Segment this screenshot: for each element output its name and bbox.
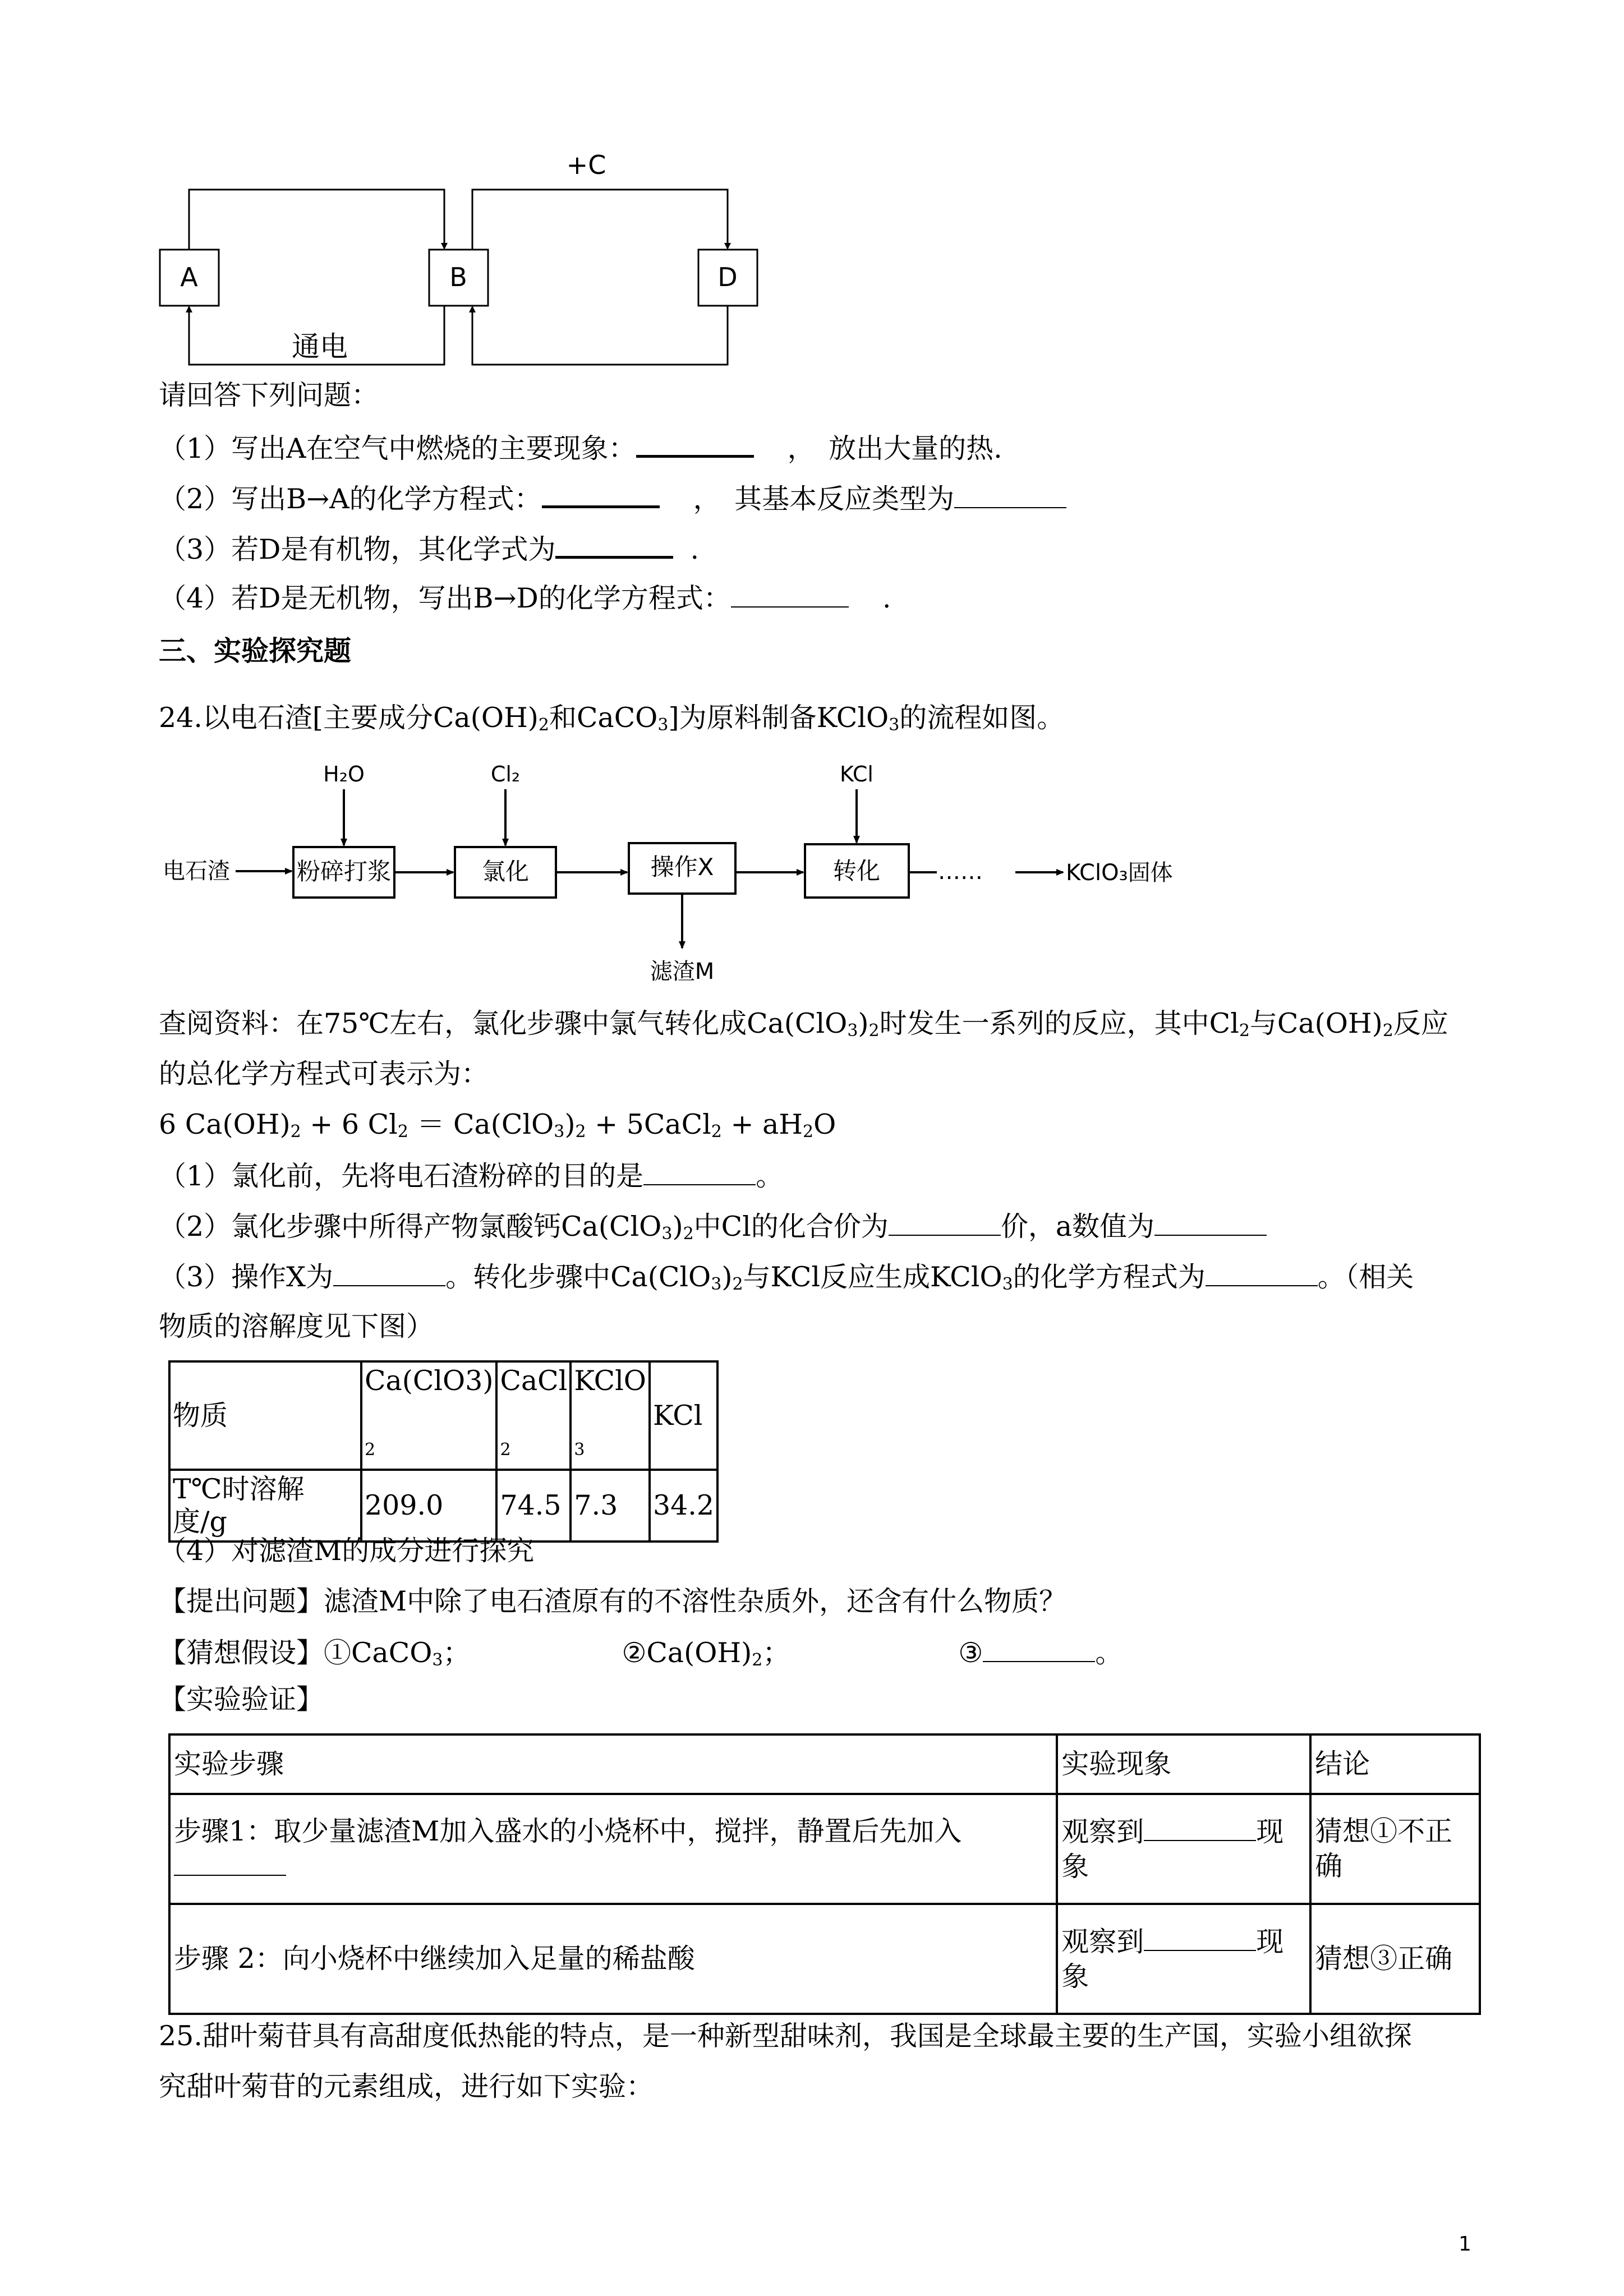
node-b-label: B	[449, 262, 467, 292]
arrow-a-to-b	[189, 190, 444, 250]
table-row	[169, 1470, 717, 1542]
process-flow-diagram	[157, 754, 1257, 990]
table-header-cell: 结论	[1310, 1734, 1480, 1794]
table-header-cell: KCl	[650, 1361, 717, 1470]
flow-step-label: 转化	[832, 857, 881, 885]
answer-blank[interactable]	[1206, 1259, 1318, 1286]
table-row	[169, 1361, 717, 1470]
section-heading: 三、实验探究题	[159, 634, 352, 667]
table-cell: 209.0	[361, 1470, 496, 1542]
q25-line1: 25.甜叶菊苷具有高甜度低热能的特点，是一种新型甜味剂，我国是全球最主要的生产国，实验小组欲探	[159, 2020, 1412, 2052]
answer-blank[interactable]	[542, 480, 660, 508]
flow-step-label: 粉碎打浆	[296, 858, 392, 885]
answer-blank[interactable]	[636, 429, 754, 458]
answer-blank[interactable]	[643, 1158, 756, 1185]
table-cell: 步骤 2：向小烧杯中继续加入足量的稀盐酸	[169, 1904, 1057, 2014]
answer-blank[interactable]	[1144, 1924, 1256, 1951]
q25-line2: 究甜叶菊苷的元素组成，进行如下实验：	[159, 2070, 654, 2102]
answer-blank[interactable]	[983, 1635, 1095, 1662]
table-cell: 观察到 现 象	[1057, 1794, 1310, 1904]
table-cell: 观察到 现 象	[1057, 1904, 1310, 2014]
answer-blank[interactable]	[889, 1209, 1001, 1236]
q24-title: 24.以电石渣[主要成分$Ca(OH)_2$和CaCO$_3$]为原料制备KClO$_3$的流程如图。	[159, 702, 1065, 735]
table-header-cell: 物质	[169, 1361, 361, 1470]
flow-dots: ……	[938, 859, 983, 885]
table-header-cell: CaCl 2	[496, 1361, 571, 1470]
answer-blank[interactable]	[1154, 1209, 1267, 1236]
solubility-table	[168, 1360, 719, 1543]
answer-blank[interactable]	[174, 1849, 286, 1876]
label-plus-c: +C	[566, 150, 606, 180]
table-row-label: T℃时溶解度/g	[169, 1470, 361, 1542]
table-cell: 猜想①不正 确	[1310, 1794, 1480, 1904]
table-cell: 猜想③正确	[1310, 1904, 1480, 2014]
experiment-table	[168, 1733, 1481, 2015]
node-d-label: D	[717, 262, 738, 292]
q23-part2: （2）写出B→A的化学方程式： ， 其基本反应类型为	[159, 480, 1066, 516]
q24-part3-continued: 物质的溶解度见下图）	[159, 1310, 434, 1342]
q24-hypothesis: 【猜想假设】①CaCO$_3$； $②Ca(OH)_2$； ③ 。	[159, 1635, 1122, 1670]
flow-input-label: Cl₂	[490, 762, 521, 786]
table-row	[169, 1734, 1480, 1794]
answer-blank[interactable]	[1144, 1814, 1256, 1841]
arrow-b-to-d	[472, 190, 728, 250]
q24-reference-line1: 查阅资料：在75℃左右，氯化步骤中氯气转化成$Ca(ClO_3)_2$时发生一系列的反应，其中$Cl_2$与$Ca(OH)_2$反应	[159, 1007, 1448, 1041]
table-cell: 7.3	[571, 1470, 650, 1542]
q24-equation: 6 $Ca(OH)_2 + 6$ $Cl_2 = Ca(ClO_3)_2$ + 5CaCl$_2$ + $aH_2O$	[159, 1108, 836, 1142]
table-cell: 74.5	[496, 1470, 571, 1542]
q23-part4: （4）若D是无机物，写出B→D的化学方程式： .	[159, 581, 891, 615]
flow-start-label: 电石渣	[163, 858, 230, 884]
table-cell: 34.2	[650, 1470, 717, 1542]
page-number: 1	[1459, 2233, 1471, 2256]
table-cell: 步骤1：取少量滤渣M加入盛水的小烧杯中，搅拌，静置后先加入	[169, 1794, 1057, 1904]
q23-part1: （1）写出A在空气中燃烧的主要现象： ， 放出大量的热.	[159, 429, 1002, 466]
q23-intro: 请回答下列问题：	[159, 379, 379, 411]
answer-blank[interactable]	[333, 1259, 445, 1286]
table-header-cell: Ca(ClO3) 2	[361, 1361, 496, 1470]
node-a-label: A	[180, 262, 198, 292]
answer-blank[interactable]	[954, 481, 1066, 508]
q23-part3: （3）若D是有机物，其化学式为 .	[159, 530, 699, 567]
table-row	[169, 1794, 1480, 1904]
flow-residue-label: 滤渣M	[650, 959, 715, 984]
table-header-cell: 实验现象	[1057, 1734, 1310, 1794]
flow-step-label: 氯化	[481, 858, 530, 885]
q24-reference-line2: 的总化学方程式可表示为：	[159, 1058, 489, 1090]
arrow-d-to-b	[472, 306, 728, 365]
label-electrolysis: 通电	[292, 330, 348, 363]
q24-part3: （3）操作X为 。转化步骤中$Ca(ClO_3)_2$与KCl反应生成KClO$_3$的化学方程式为 。（相关	[159, 1259, 1414, 1294]
q24-part2: （2）氯化步骤中所得产物氯酸钙$Ca(ClO_3)_2$中Cl的化合价为 价，a数值为	[159, 1209, 1267, 1244]
table-header-cell: 实验步骤	[169, 1734, 1057, 1794]
flow-end-label: KClO₃固体	[1066, 860, 1173, 886]
reaction-relation-diagram	[146, 146, 785, 381]
answer-blank[interactable]	[731, 581, 849, 608]
table-row	[169, 1904, 1480, 2014]
q24-part4: （4）对滤渣M的成分进行探究	[159, 1535, 535, 1567]
q24-question: 【提出问题】滤渣M中除了电石渣原有的不溶性杂质外，还含有什么物质？	[159, 1585, 1067, 1617]
flow-step-label: 操作X	[650, 853, 714, 881]
q24-verify-heading: 【实验验证】	[159, 1683, 324, 1715]
q24-part1: （1）氯化前，先将电石渣粉碎的目的是 。	[159, 1158, 783, 1193]
table-header-cell: KClO 3	[571, 1361, 650, 1470]
answer-blank[interactable]	[555, 530, 673, 559]
flow-input-label: H₂O	[323, 762, 365, 786]
flow-input-label: KCl	[840, 762, 873, 786]
